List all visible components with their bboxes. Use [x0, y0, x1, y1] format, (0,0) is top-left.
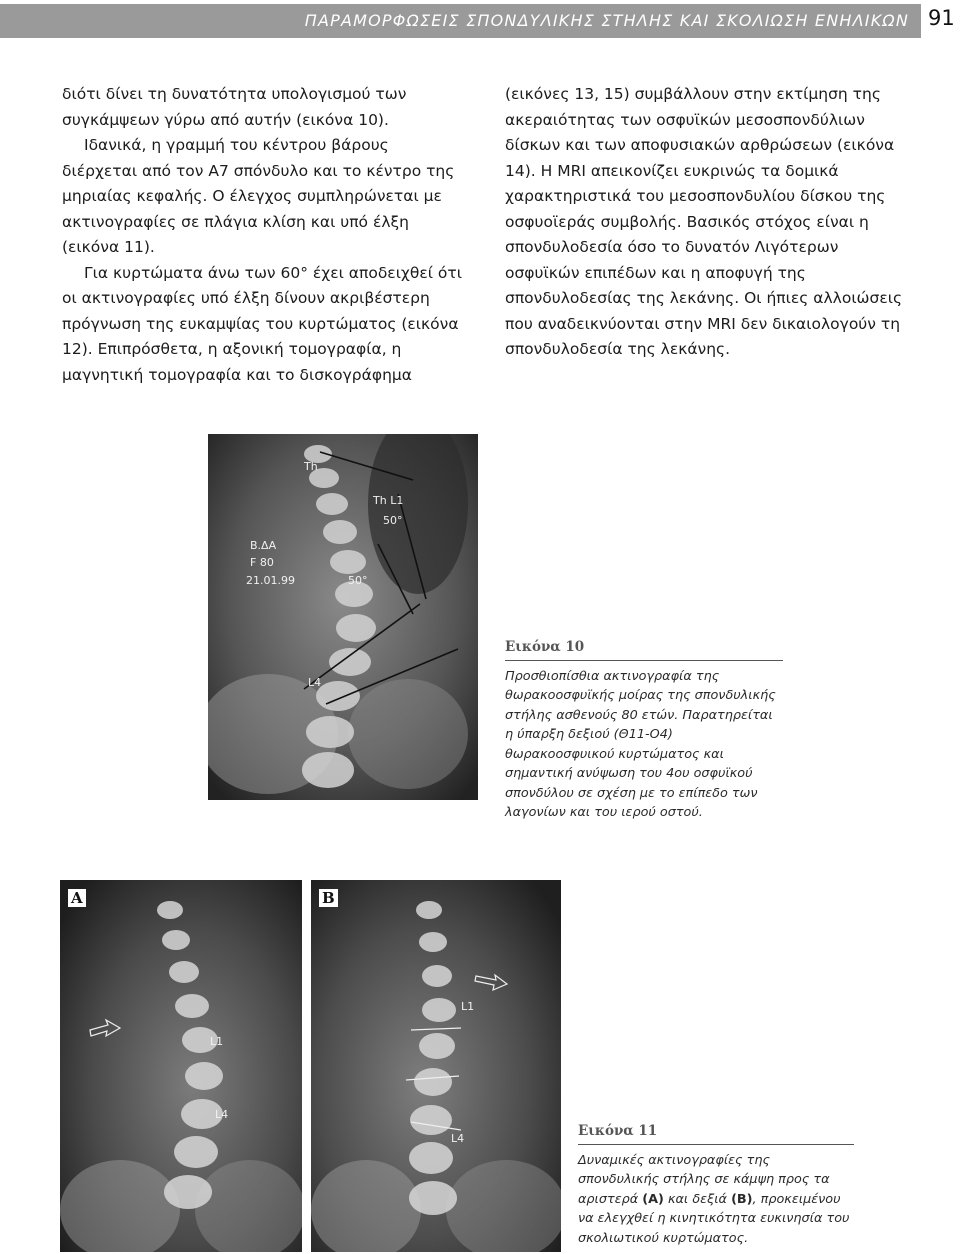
- figure-11a-xray-image: [60, 880, 302, 1252]
- figure-10-xray-image: [208, 434, 478, 800]
- svg-text:50°: 50°: [348, 574, 368, 587]
- caption-rule: [578, 1144, 854, 1145]
- paragraph: (εικόνες 13, 15) συμβάλλουν στην εκτίμηση της ακεραιότητας των οσφυϊκών μεσοσπονδύλιων δίσκων και των αποφυσιακών αρθρώσεων (εικόνα 14). Η MRI απεικονίζει ευκρινώς τα δομικά χαρακτηριστικά του μεσοσπονδυλίου δίσκου της οσφυοϊεράς συμβολής. Βασικός στόχος είναι η σπονδυλοδεσία όσο το δυνατόν Λιγότερων οσφυϊκών επιπέδων και η αποφυγή της σπονδυλοδεσίας της λεκάνης. Οι ήπιες αλλοιώσεις που αναδεικνύονται στην MRI δεν δικαιολογούν τη σπονδυλοδεσία της λεκάνης.: [505, 85, 903, 358]
- svg-text:L4: L4: [215, 1108, 229, 1121]
- caption-part: και δεξιά: [667, 1191, 727, 1207]
- caption-rule: [505, 660, 783, 661]
- paragraph: Ιδανικά, η γραμμή του κέντρου βάρους διέρχεται από τον Α7 σπόνδυλο και το κέντρο της μηριαίας κεφαλής. Ο έλεγχος συμπληρώνεται με ακτινογραφίες σε πλάγια κλίση και υπό έλξη (εικόνα 11).: [62, 136, 455, 256]
- left-text-column: [62, 82, 462, 388]
- svg-text:L4: L4: [451, 1132, 465, 1145]
- caption-label-a: (A): [642, 1191, 664, 1207]
- figure-10-caption-text: Προσθιοπίσθια ακτινογραφία της θωρακοοσφυϊκής μοίρας της σπονδυλικής στήλης ασθενούς 80 ετών. Παρατηρείται η ύπαρξη δεξιού (Θ11-Ο4) θωρακοοσφυικού κυρτώματος και σημαντική ανύψωση του 4ου οσφυϊκού σπονδύλου σε σχέση με το επίπεδο των λαγονίων και του ιερού οστού.: [505, 668, 776, 820]
- paragraph: διότι δίνει τη δυνατότητα υπολογισμού των συγκάμψεων γύρω από αυτήν (εικόνα 10).: [62, 85, 407, 129]
- svg-text:B.ΔA: B.ΔA: [250, 539, 277, 552]
- svg-text:F 80: F 80: [250, 556, 274, 569]
- figure-11-caption-text: [578, 1151, 854, 1249]
- paragraph: Για κυρτώματα άνω των 60° έχει αποδειχθεί ότι οι ακτινογραφίες υπό έλξη δίνουν ακριβέστερη πρόγνωση της ευκαμψίας του κυρτώματος (εικόνα 12). Επιπρόσθετα, η αξονική τομογραφία, η μαγνητική τομογραφία και το δισκογράφημα: [62, 263, 462, 384]
- figure-10-caption: [505, 638, 783, 823]
- running-header-title: ΠΑΡΑΜΟΡΦΩΣΕΙΣ ΣΠΟΝΔΥΛΙΚΗΣ ΣΤΗΛΗΣ ΚΑΙ ΣΚΟΛΙΩΣΗ ΕΝΗΛΙΚΩΝ: [304, 11, 909, 30]
- panel-label-a: A: [68, 889, 86, 907]
- panel-label-b: B: [319, 889, 338, 907]
- figure-11-caption: [578, 1122, 854, 1248]
- svg-text:50°: 50°: [383, 514, 403, 527]
- running-header: [0, 4, 921, 38]
- svg-text:Th L1: Th L1: [373, 494, 404, 507]
- page-number: 91: [928, 6, 955, 30]
- caption-label-b: (B): [731, 1191, 753, 1207]
- svg-text:L4: L4: [308, 676, 322, 689]
- svg-text:L1: L1: [461, 1000, 475, 1013]
- svg-text:Th: Th: [304, 460, 318, 473]
- figure-11b-xray-image: [311, 880, 561, 1252]
- caption-part: , προκειμένου να ελεγχθεί η κινητικότητα ευκινησία του σκολιωτικού κυρτώματος.: [578, 1191, 850, 1246]
- figure-11-title: Εικόνα 11: [578, 1123, 658, 1139]
- svg-text:21.01.99: 21.01.99: [246, 574, 295, 587]
- figure-10-title: Εικόνα 10: [505, 639, 585, 655]
- right-text-column: [505, 82, 915, 363]
- caption-part: Δυναμικές ακτινογραφίες της σπονδυλικής στήλης σε κάμψη προς τα αριστερά: [578, 1152, 830, 1207]
- svg-text:L1: L1: [210, 1035, 224, 1048]
